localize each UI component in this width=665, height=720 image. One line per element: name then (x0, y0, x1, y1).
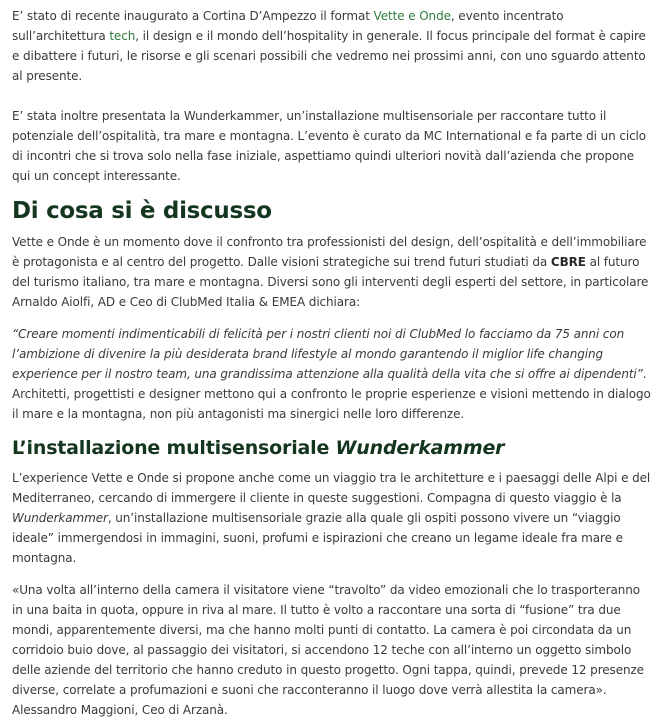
quote-paragraph (12, 324, 653, 424)
vette-e-onde-link[interactable]: Vette e Onde (373, 9, 451, 23)
experience-paragraph (12, 468, 653, 568)
text: . Architetti, progettisti e designer mettono qui a confronto le proprie esperienze e visioni mettendo in dialogo il mare e la montagna, non più antagonisti ma sinergici nelle loro differenze. (12, 367, 651, 421)
tech-link[interactable]: tech (109, 29, 136, 43)
intro-paragraph (12, 6, 653, 86)
text: E’ stato di recente inaugurato a Cortina D’Ampezzo il format (12, 9, 374, 23)
section-heading-installation (12, 436, 653, 460)
wunderkammer-italic: Wunderkammer (12, 511, 108, 525)
text: , il design e il mondo dell’hospitality in generale. Il focus principale del format è capire e dibattere i futuri, le risorse e gli scenari possibili che vedremo nei prossimi anni, con uno sguardo attento al presente. (12, 29, 646, 83)
wunderkammer-paragraph: E’ stata inoltre presentata la Wunderkammer, un’installazione multisensoriale per raccontare tutto il potenziale dell’ospitalità, tra mare e montagna. L’evento è curato da MC International e fa parte di un ciclo di incontri che si trova solo nella fase iniziale, aspettiamo quindi ulteriori novità dall’azienda che propone qui un concept interessante. (12, 109, 647, 183)
clubmed-quote: “Creare momenti indimenticabili di felicità per i nostri clienti noi di ClubMed lo facciamo da 75 anni con l’ambizione di divenire la più desiderata brand lifestyle al mondo garantendo il miglior life changing experience per il nostro team, una grandissima attenzione alla qualità della vita che si offre ai dipendenti” (12, 327, 643, 381)
text: al futuro del turismo italiano, tra mare e montagna. Diversi sono gli interventi degli esperti del settore, in particolare Arnaldo Aiolfi, AD e Ceo di ClubMed Italia & EMEA dichiara: (12, 255, 649, 309)
heading-italic: Wunderkammer (335, 437, 505, 459)
section-heading-discussion: Di cosa si è discusso (12, 198, 272, 224)
discussion-paragraph (12, 232, 653, 312)
text: , evento incentrato sull’architettura (12, 9, 564, 43)
text: Vette e Onde è un momento dove il confronto tra professionisti del design, dell’ospitalità e dell’immobiliare è protagonista e al centro del progetto. Dalle visioni strategiche sui trend futuri studiati da (12, 235, 647, 269)
text: , un’installazione multisensoriale grazie alla quale gli ospiti possono vivere un “viaggio ideale” immergendosi in immagini, suoni, profumi e ispirazioni che creano un legame ideale fra mare e montagna. (12, 511, 623, 565)
maggioni-quote-paragraph: «Una volta all’interno della camera il visitatore viene “travolto” da video emozionali che lo trasporteranno in una baita in quota, oppure in riva al mare. Il tutto è volto a raccontare una sorta di “fusione” tra due mondi, apparentemente diversi, ma che hanno molti punti di contatto. La camera è poi circondata da un corridoio buio dove, al passaggio dei visitatori, si accendono 12 teche con all’interno un oggetto simbolo delle aziende del territorio che hanno creduto in questo progetto. Ogni tappa, quindi, prevede 12 presenze diverse, correlate a profumazioni e suoni che racconteranno il luogo dove verrà allestita la camera». Alessandro Maggioni, Ceo di Arzanà. (12, 583, 644, 717)
cbre-bold: CBRE (550, 255, 586, 269)
heading-text: L’installazione multisensoriale (12, 437, 336, 459)
text: L’experience Vette e Onde si propone anche come un viaggio tra le architetture e i paesaggi delle Alpi e del Mediterraneo, cercando di immergere il cliente in queste suggestioni. Compagna di questo viaggio è la (12, 471, 651, 505)
